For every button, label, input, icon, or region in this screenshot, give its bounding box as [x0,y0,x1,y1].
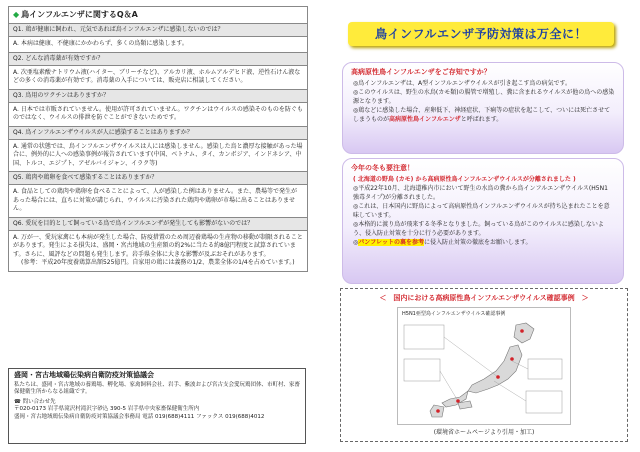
question-2: Q2. どんな消毒薬が有効ですか？ [8,53,308,66]
warning-bullet-3: ◎本格的に渡り鳥が飛来する冬季となりました。飼っている鳥がこのウイルスに感染しないよう、侵入防止対策を十分に行う必要があります。 [353,221,604,237]
japan-outbreak-map [397,307,571,425]
contact-tel: 盛岡・宮古地域鶏伝染病自衛防疫対策協議会事務局 電話 019(688)4111 ファックス 019(688)4012 [14,413,265,420]
qa-section [8,6,308,446]
map-inner-title: H5N1亜型鳥インフルエンザウイルス確認事例 [402,311,506,317]
answer-3: A. 日本では市販されていません。使用が許可されていません。ワクチンはウイルスの感染そのものを防ぐものではなく、ウイルスの排泄を防ぐことができないためです。 [8,103,308,127]
answer-5: A. 食品としての鶏肉や鶏卵を食べることによって、人が感染した例はありません。また、農場等で発生があった場合には、直ちに対策が講じられ、ウイルスに汚染された鶏肉や鶏卵が市場に出ることはありません。 [8,185,308,218]
prevention-section [328,6,632,446]
map-caption: (環境省ホームページより引用・加工) [433,429,535,436]
about-bullet-2: ◎このウイルスは、野生の水鳥(カモ類)の腸管で増殖し、糞に含まれるウイルスが他の鳥への感染源となります。 [353,89,615,105]
answer-6-note: (参考：平成20年度養鶏算出額525億円。自家用の鶏には義務の1/2、農業全体の1/4を占めています。) [21,259,295,266]
banner-title: 鳥インフルエンザ予防対策は万全に！ [348,22,614,46]
warning-subheader: ( 北海道の野鳥 (カモ) から高病原性鳥インフルエンザウイルスが分離されました ) [353,176,576,183]
question-1: Q1. 鶏が健康に飼われ、元気であれば鳥インフルエンザに感染しないのでは？ [8,24,308,37]
info-box-warning-header: 今年の冬も要注意！ [351,164,414,172]
answer-4: A. 通常の状態では、鳥インフルエンザウイルスは人には感染しません。感染した鳥と濃厚な接触があった場合に、例外的に人への感染事例が報告されています(中国、ベトナム、タイ、カンボジア、インドネシア、中国、トルコ、エジプト、アゼルバイジャン、イラク等) [8,140,308,173]
question-4: Q4. 鳥インフルエンザウイルスが人に感染することはありますか？ [8,127,308,140]
org-members: 私たちは、盛岡・宮古地域の養鶏場、孵化場、家禽飼料会社、岩手、紫波および宮古支会愛玩鶏団体、市町村、家畜保健衛生所からなる組織です。 [14,381,301,395]
answer-6-text: A. 万が一、愛玩家禽にも本病が発生した場合、防疫措置のため周辺養鶏場の生産物の移動が制限されることがあります。発生による損失は、盛岡・宮古地域の生産額の約2%に当たる約8億円程度と試算されています。さらに、風評などの問題も発生します。岩手県全体に大きな影響が及ぶおそれがあります。 [13,233,303,258]
map-header: ＜ 国内における高病原性鳥インフルエンザウイルス確認事例 ＞ [379,294,589,302]
warning-bullet-1: ◎平成22年10月、北海道稚内市において野生の水鳥の糞から鳥インフルエンザウイルス(H5N1 強毒タイプ)が分離されました。 [353,185,608,201]
japan-map-graphic [398,319,568,423]
about-bullet-3: ◎鶏などに感染した場合、産卵低下、神経症状、下痢等の症状を起こして、ついには死亡させてしまうものが高病原性鳥インフルエンザと呼ばれます。 [353,107,611,123]
question-5: Q5. 鶏肉や鶏卵を食べて感染することはありますか？ [8,172,308,185]
warning-bullet-2: ◎これは、日本国内に野鳥によって高病原性鳥インフルエンザウイルスが持ち込まれたことを意味しています。 [353,203,610,219]
map-section [340,288,628,442]
phone-icon: ☎ [14,398,23,405]
answer-2: A. 次亜塩素酸ナトリウム液(ハイター、ブリーチなど)、アルカリ液、ホルムアルデヒド液、逆性石けん液などの多くの消毒薬が有効です。消毒薬の入手については、販売店に相談してください。 [8,66,308,90]
answer-1: A. 本病は健康、不健康にかかわらず、多くの鳥類に感染します。 [8,37,308,53]
hpai-highlight: 高病原性鳥インフルエンザ [389,116,461,123]
question-3: Q3. 鳥用のワクチンはありますか？ [8,90,308,103]
bullet-icon: ◆ [13,10,20,19]
qa-title: ◆ 鳥インフルエンザに関するQ＆A [8,6,308,24]
about-bullet-1: ◎鳥インフルエンザは、A型インフルエンザウイルスが引き起こす鳥の病気です。 [353,80,572,87]
contact-label: 問い合わせ先 [22,398,56,405]
info-box-warning [342,158,624,284]
pamphlet-highlight: パンフレットの裏を参考 [358,239,424,246]
warning-bullet-4: ◎パンフレットの裏を参考に侵入防止対策の徹底をお願いします。 [353,239,532,246]
info-box-about-header: 高病原性鳥インフルエンザをご存知ですか？ [351,68,491,76]
org-name: 盛岡・宮古地域鶏伝染病自衛防疫対策協議会 [14,371,154,379]
contact-box [8,368,306,444]
contact-address: 〒020-0173 岩手県滝沢村滝沢字砂込 390-5 岩手県中央家畜保健衛生所内 [14,406,200,412]
info-box-about [342,62,624,154]
question-6: Q6. 愛玩を目的として飼っている鳥で鳥インフルエンザが発生しても影響がないのでは？ [8,218,308,231]
answer-6 [8,231,308,272]
